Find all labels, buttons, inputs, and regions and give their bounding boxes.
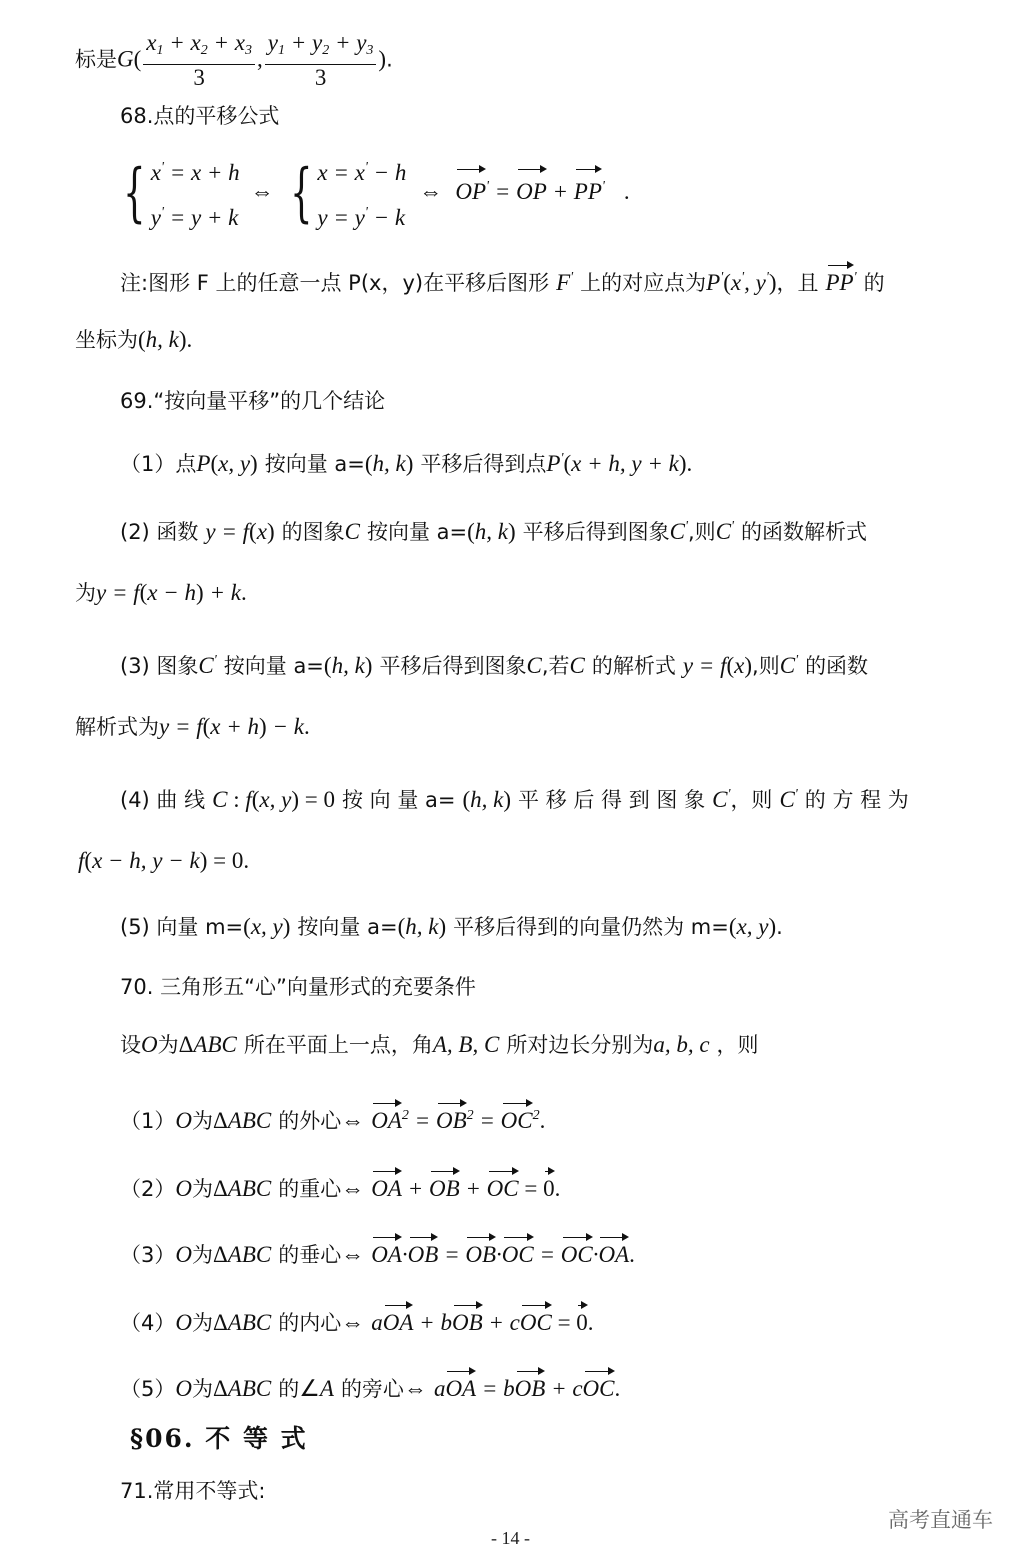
page-number: - 14 - — [491, 1528, 530, 1548]
conclusion-2: (2) 函数 y = f(x) 的图象C 按向量 a=(h, k) 平移后得到图象C',则C' 的函数解析式 — [120, 519, 868, 544]
center-4: （4）O为ΔABC 的内心⇔ aOA + bOB + cOC = 0. — [120, 1302, 594, 1339]
heading-69: 69.“按向量平移”的几个结论 — [120, 389, 386, 413]
center-5: （5）O为ΔABC 的∠A 的旁心⇔ aOA = bOB + cOC. — [120, 1368, 620, 1405]
center-3: （3）O为ΔABC 的垂心⇔ OA·OB = OB·OC = OC·OA. — [120, 1234, 635, 1271]
heading-71: 71.常用不等式: — [120, 1479, 266, 1503]
conclusion-2-cont: 为y = f(x − h) + k. — [75, 580, 247, 605]
heading-70: 70. 三角形五“心”向量形式的充要条件 — [120, 975, 476, 999]
conclusion-3: (3) 图象C' 按向量 a=(h, k) 平移后得到图象C,若C 的解析式 y = f(x),则C' 的函数 — [120, 653, 869, 678]
note-line-1: 注:图形 F 上的任意一点 P(x，y)在平移后图形 F' 上的对应点为P'(x', y')，且 PP' 的 — [120, 262, 885, 299]
section-06-title: §06. 不 等 式 — [130, 1424, 308, 1453]
center-2: （2）O为ΔABC 的重心⇔ OA + OB + OC = 0. — [120, 1168, 560, 1205]
heading-68: 68.点的平移公式 — [120, 104, 280, 128]
watermark: 高考直通车 — [888, 1508, 993, 1532]
para-70: 设O为ΔABC 所在平面上一点，角A, B, C 所对边长分别为a, b, c ，则 — [120, 1032, 759, 1057]
center-1: （1）O为ΔABC 的外心⇔ $OA^2 = OB^2 = OC^2$. — [120, 1100, 545, 1137]
conclusion-4: (4) 曲 线 C : f(x, y) = 0 按 向 量 a= (h, k) 平 移 后 得 到 图 象 C'，则 C' 的 方 程 为 — [120, 787, 909, 812]
centroid-line: 标是G( $\frac{x_1 + x_2 + x_3}{3}$ , $\frac{y_1 + y_2 + y_3}{3}$ ). — [75, 30, 393, 90]
conclusion-4-cont: f(x − h, y − k) = 0. — [78, 848, 250, 873]
conclusion-5: (5) 向量 m=(x, y) 按向量 a=(h, k) 平移后得到的向量仍然为 m=(x, y). — [120, 914, 783, 939]
conclusion-3-cont: 解析式为y = f(x + h) − k. — [75, 714, 310, 739]
note-line-2: 坐标为(h, k). — [75, 327, 193, 352]
translation-formula: { x' = x + h y' = y + k ⇔ { x = x' − h y = y' − k ⇔ OP' = OP + PP' . — [123, 156, 630, 230]
conclusion-1: （1）点P(x, y) 按向量 a=(h, k) 平移后得到点P'(x + h, y + k). — [120, 451, 693, 476]
